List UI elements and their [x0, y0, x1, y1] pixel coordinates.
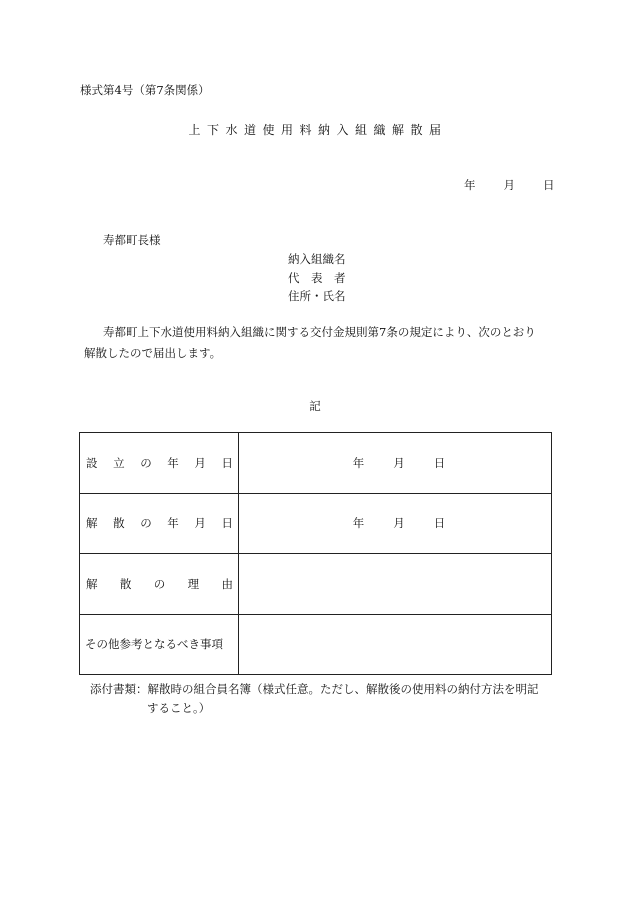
other-notes-label-text: その他参考となるべき事項: [85, 637, 223, 652]
dissolution-date-field[interactable]: [239, 493, 552, 554]
table-row-dissolution-date: [80, 493, 552, 554]
addressee: 寿都町長様: [103, 233, 161, 247]
year-label: 年: [352, 516, 365, 531]
label-char: 年: [167, 455, 179, 470]
address-name-label: 住所・氏名: [288, 289, 346, 303]
label-char: 年: [167, 516, 179, 531]
label-char: 設: [86, 455, 98, 470]
label-char: 立: [113, 455, 125, 470]
body-line-2: 解散したので届出します。: [84, 346, 222, 360]
representative-label: 代 表 者: [288, 270, 346, 285]
attachment-line-2: すること。）: [147, 701, 211, 715]
date-day-label: 日: [543, 178, 555, 192]
details-table: [79, 432, 552, 675]
table-row-other-notes: [80, 614, 552, 675]
other-notes-field[interactable]: [239, 614, 552, 675]
dissolution-reason-field[interactable]: [239, 554, 552, 615]
attachment-note: [90, 680, 539, 718]
submission-date: [464, 177, 555, 193]
ki-heading: 記: [309, 399, 321, 413]
attachment-line-1: 添付書類：解散時の組合員名簿（様式任意。ただし、解散後の使用料の納付方法を明記: [90, 682, 539, 696]
body-line-1: 寿都町上下水道使用料納入組織に関する交付金規則第7条の規定により、次のとおり: [103, 325, 536, 339]
label-char: 散: [119, 576, 132, 591]
other-notes-label: [80, 614, 239, 675]
date-year-label: 年: [464, 178, 476, 192]
label-char: 理: [187, 576, 200, 591]
org-name-label: 納入組織名: [288, 252, 346, 266]
body-paragraph: [84, 322, 554, 364]
day-label: 日: [433, 455, 446, 470]
label-char: 日: [221, 455, 233, 470]
dissolution-reason-label: [80, 554, 239, 615]
submitter-block: [288, 250, 346, 306]
date-month-label: 月: [503, 178, 515, 192]
label-char: 月: [194, 455, 206, 470]
established-date-field[interactable]: [239, 433, 552, 494]
established-date-label: [80, 433, 239, 494]
label-char: 日: [221, 516, 233, 531]
month-label: 月: [393, 516, 405, 531]
label-char: 月: [194, 516, 206, 531]
label-char: の: [140, 455, 152, 470]
label-char: の: [140, 516, 152, 531]
label-char: 由: [221, 576, 233, 591]
dissolution-date-label: [80, 493, 239, 554]
table-row-dissolution-reason: [80, 554, 552, 615]
label-char: の: [153, 576, 166, 591]
label-char: 解: [86, 576, 98, 591]
year-label: 年: [352, 455, 365, 470]
form-number: 様式第4号（第7条関係）: [80, 83, 210, 97]
document-title: 上下水道使用料納入組織解散届: [188, 123, 448, 137]
table-row-established-date: [80, 433, 552, 494]
label-char: 解: [86, 516, 98, 531]
day-label: 日: [433, 516, 446, 531]
month-label: 月: [393, 455, 405, 470]
label-char: 散: [113, 516, 125, 531]
